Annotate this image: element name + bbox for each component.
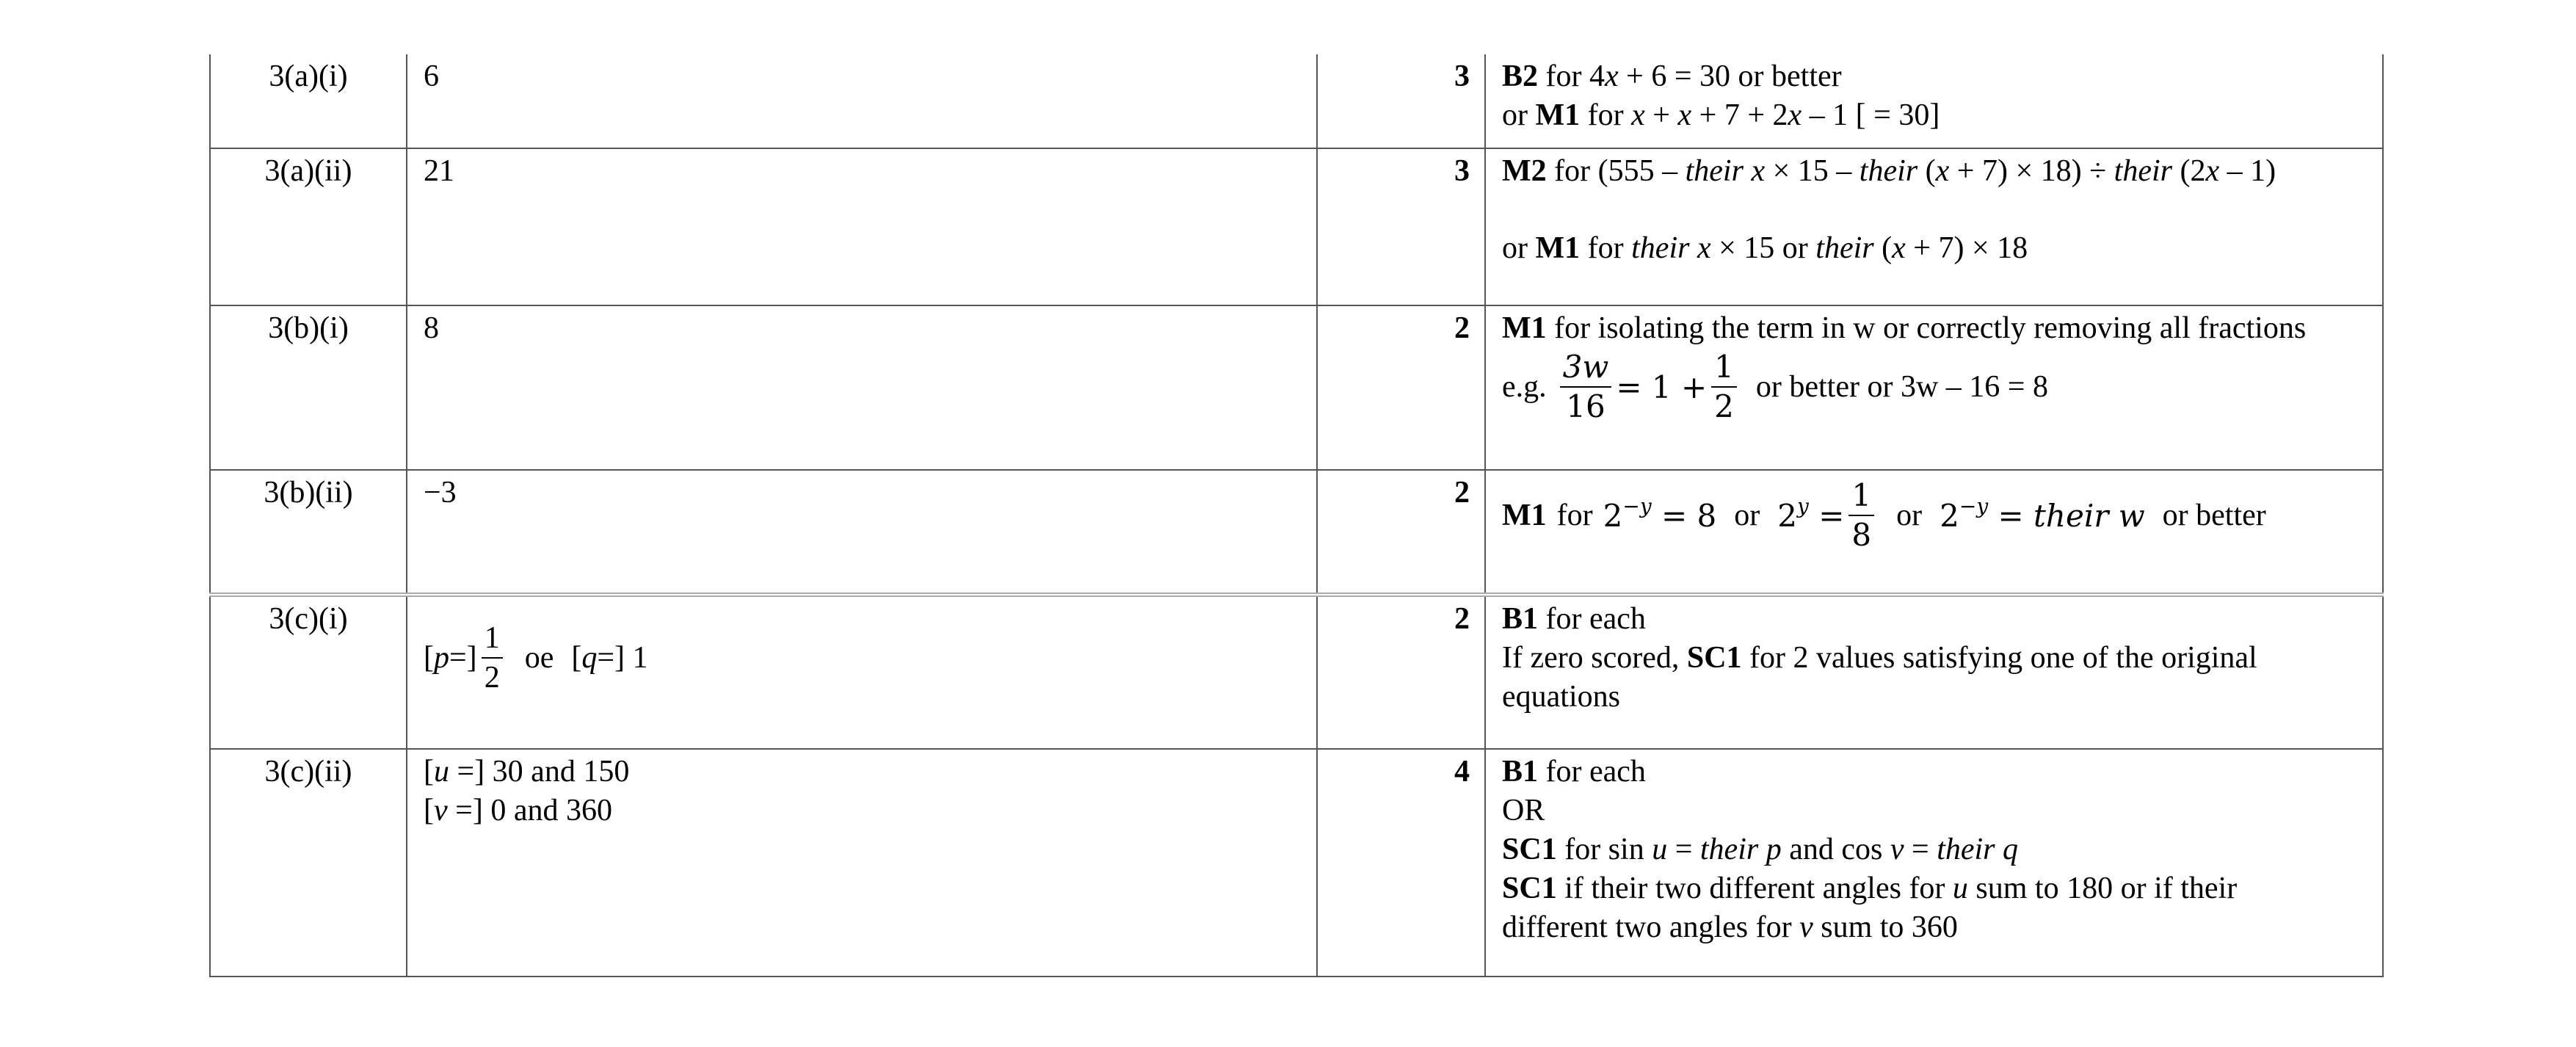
guidance-cell xyxy=(1485,148,2383,305)
math-text: [ xyxy=(424,755,434,789)
guidance-text: for xyxy=(1556,498,1593,532)
answer-cell: 8 xyxy=(407,305,1317,470)
answer-cell: −3 xyxy=(407,470,1317,595)
answer-cell xyxy=(407,749,1317,977)
answer-line xyxy=(424,791,1316,830)
math-text: [ xyxy=(424,640,434,675)
guidance-line xyxy=(1502,908,2375,947)
guidance-text: sum to 180 or if their xyxy=(1967,872,2238,905)
guidance-text: for each xyxy=(1538,755,1646,789)
fraction-denominator: 2 xyxy=(1714,388,1734,424)
marks-cell: 2 xyxy=(1317,595,1485,749)
math-expression xyxy=(424,619,1316,697)
fraction xyxy=(1848,477,1874,554)
math-text: = xyxy=(1808,497,1845,534)
guidance-text: (2 xyxy=(2172,154,2206,188)
marks-cell: 2 xyxy=(1317,305,1485,470)
italic-text: their w xyxy=(2033,497,2145,534)
variable: v xyxy=(434,794,448,827)
guidance-text: × 15 or xyxy=(1710,231,1816,265)
guidance-text: If zero scored, xyxy=(1502,641,1687,675)
guidance-text: or xyxy=(1896,498,1923,532)
table-row xyxy=(210,305,2383,470)
fraction-numerator: 1 xyxy=(482,619,503,659)
marks-cell: 3 xyxy=(1317,54,1485,148)
mark-code: B2 xyxy=(1502,59,1539,93)
mark-code: M1 xyxy=(1502,498,1547,532)
mark-code: M1 xyxy=(1535,231,1581,265)
question-number: 3(a)(ii) xyxy=(210,148,407,305)
guidance-cell xyxy=(1485,749,2383,977)
guidance-text: + xyxy=(1644,98,1678,132)
guidance-text: for 2 values satisfying one of the original xyxy=(1741,641,2257,675)
guidance-cell xyxy=(1485,305,2383,470)
answer-cell xyxy=(407,595,1317,749)
table-row xyxy=(210,749,2383,977)
fraction-numerator: 1 xyxy=(1848,477,1874,516)
guidance-text: e.g. xyxy=(1502,369,1547,404)
guidance-line xyxy=(1502,96,2375,135)
mark-code: B1 xyxy=(1502,602,1539,636)
guidance-text: if their two different angles for xyxy=(1556,872,1953,905)
guidance-line: OR xyxy=(1502,794,1545,827)
guidance-text: sum to 360 xyxy=(1813,910,1958,944)
guidance-text: for (555 – xyxy=(1546,154,1686,188)
italic-text: their x xyxy=(1685,154,1766,188)
mark-code: B1 xyxy=(1502,755,1539,789)
variable: q xyxy=(581,640,598,675)
question-number: 3(b)(i) xyxy=(210,305,407,470)
guidance-text: = xyxy=(1904,833,1937,866)
italic-text: their p xyxy=(1699,833,1782,866)
guidance-line xyxy=(1502,152,2375,191)
power-exponent: y xyxy=(1797,493,1809,518)
guidance-text: or better or 3w – 16 = 8 xyxy=(1755,369,2048,404)
italic-text: their xyxy=(1815,231,1874,265)
mark-code: M2 xyxy=(1502,154,1547,188)
italic-text: their x xyxy=(1631,231,1711,265)
math-text: [ xyxy=(571,640,582,675)
guidance-line xyxy=(1502,753,2375,791)
guidance-text: or better xyxy=(2162,498,2266,532)
power-expression xyxy=(1940,493,2145,535)
mark-code: M1 xyxy=(1502,311,1547,345)
answer-cell: 21 xyxy=(407,148,1317,305)
mark-code: SC1 xyxy=(1502,833,1557,866)
guidance-line: equations xyxy=(1502,680,1620,714)
guidance-cell xyxy=(1485,54,2383,148)
marks-cell: 4 xyxy=(1317,749,1485,977)
table-row xyxy=(210,470,2383,595)
question-number: 3(b)(ii) xyxy=(210,470,407,595)
power-exponent: −y xyxy=(1959,493,1989,518)
table-row xyxy=(210,148,2383,305)
italic-text: their xyxy=(1859,154,1918,188)
table-row xyxy=(210,595,2383,749)
question-number: 3(c)(i) xyxy=(210,595,407,749)
variable: x xyxy=(1892,231,1906,265)
guidance-cell xyxy=(1485,470,2383,595)
guidance-line xyxy=(1502,57,2375,96)
guidance-text: for sin xyxy=(1556,833,1652,866)
math-text: =] 1 xyxy=(597,640,648,675)
fraction xyxy=(1711,348,1737,426)
guidance-text: + 7) × 18 xyxy=(1905,231,2028,265)
guidance-text: and cos xyxy=(1781,833,1890,866)
power-expression xyxy=(1603,493,1717,535)
answer-line xyxy=(424,753,1316,791)
guidance-text: for 4 xyxy=(1538,59,1605,93)
variable: x xyxy=(1788,98,1802,132)
guidance-text: + 7 + 2 xyxy=(1691,98,1788,132)
guidance-text: for isolating the term in w or correctly removing all fractions xyxy=(1546,311,2307,345)
guidance-line xyxy=(1502,869,2375,908)
fraction-denominator: 8 xyxy=(1851,517,1872,553)
variable: u xyxy=(434,755,449,789)
variable: u xyxy=(1652,833,1668,866)
answer-cell: 6 xyxy=(407,54,1317,148)
fraction-numerator: 1 xyxy=(1711,348,1737,388)
answer-text: oe xyxy=(524,640,554,675)
math-text: = 1 + xyxy=(1616,369,1708,405)
mark-scheme-table xyxy=(209,54,2384,977)
fraction xyxy=(482,619,503,697)
guidance-line xyxy=(1502,830,2375,869)
guidance-line xyxy=(1502,639,2375,678)
power-base: 2 xyxy=(1603,497,1623,534)
guidance-text: for xyxy=(1580,98,1632,132)
guidance-cell xyxy=(1485,595,2383,749)
guidance-text: – 1 [ = 30] xyxy=(1802,98,1940,132)
power-expression xyxy=(1777,493,1845,535)
table-row xyxy=(210,54,2383,148)
power-base: 2 xyxy=(1940,497,1959,534)
spacer xyxy=(1502,191,2375,229)
math-text: =] xyxy=(449,640,477,675)
variable: x xyxy=(2205,154,2220,188)
answer-text: =] 30 and 150 xyxy=(449,755,630,789)
guidance-line xyxy=(1502,229,2375,268)
math-text: = xyxy=(1988,497,2034,534)
italic-text: their xyxy=(2114,154,2172,188)
variable: x xyxy=(1677,98,1692,132)
italic-text: their q xyxy=(1937,833,2019,866)
question-number: 3(c)(ii) xyxy=(210,749,407,977)
fraction xyxy=(1560,348,1612,426)
guidance-text: = xyxy=(1667,833,1700,866)
marks-cell: 3 xyxy=(1317,148,1485,305)
fraction-denominator: 16 xyxy=(1566,388,1606,424)
guidance-text: × 15 – xyxy=(1765,154,1860,188)
question-number: 3(a)(i) xyxy=(210,54,407,148)
guidance-text: ( xyxy=(1918,154,1936,188)
guidance-text: or xyxy=(1502,231,1536,265)
answer-text: =] 0 and 360 xyxy=(447,794,612,827)
guidance-text: ( xyxy=(1873,231,1893,265)
math-expression xyxy=(1502,477,2375,554)
guidance-text: + 6 = 30 or better xyxy=(1618,59,1842,93)
variable: x xyxy=(1631,98,1645,132)
marks-cell: 2 xyxy=(1317,470,1485,595)
mark-code: SC1 xyxy=(1686,641,1742,675)
guidance-text: or xyxy=(1502,98,1536,132)
variable: p xyxy=(434,640,449,675)
math-expression xyxy=(1502,348,2375,426)
guidance-text: different two angles for xyxy=(1502,910,1800,944)
fraction-denominator: 2 xyxy=(484,661,500,695)
mark-code: SC1 xyxy=(1502,872,1557,905)
math-text: [ xyxy=(424,794,434,827)
power-base: 2 xyxy=(1777,497,1798,534)
guidance-text: + 7) × 18) ÷ xyxy=(1949,154,2114,188)
guidance-text: or xyxy=(1734,498,1760,532)
variable: x xyxy=(1935,154,1950,188)
math-text: = 8 xyxy=(1651,497,1717,534)
guidance-line xyxy=(1502,600,2375,639)
variable: v xyxy=(1890,833,1904,866)
power-exponent: −y xyxy=(1622,493,1652,518)
variable: x xyxy=(1605,59,1619,93)
guidance-text: – 1) xyxy=(2219,154,2276,188)
fraction-numerator: 3w xyxy=(1560,348,1612,388)
variable: u xyxy=(1952,872,1968,905)
guidance-text: for each xyxy=(1538,602,1646,636)
guidance-line xyxy=(1502,309,2375,348)
variable: v xyxy=(1799,910,1813,944)
guidance-text: for xyxy=(1580,231,1632,265)
mark-code: M1 xyxy=(1535,98,1581,132)
